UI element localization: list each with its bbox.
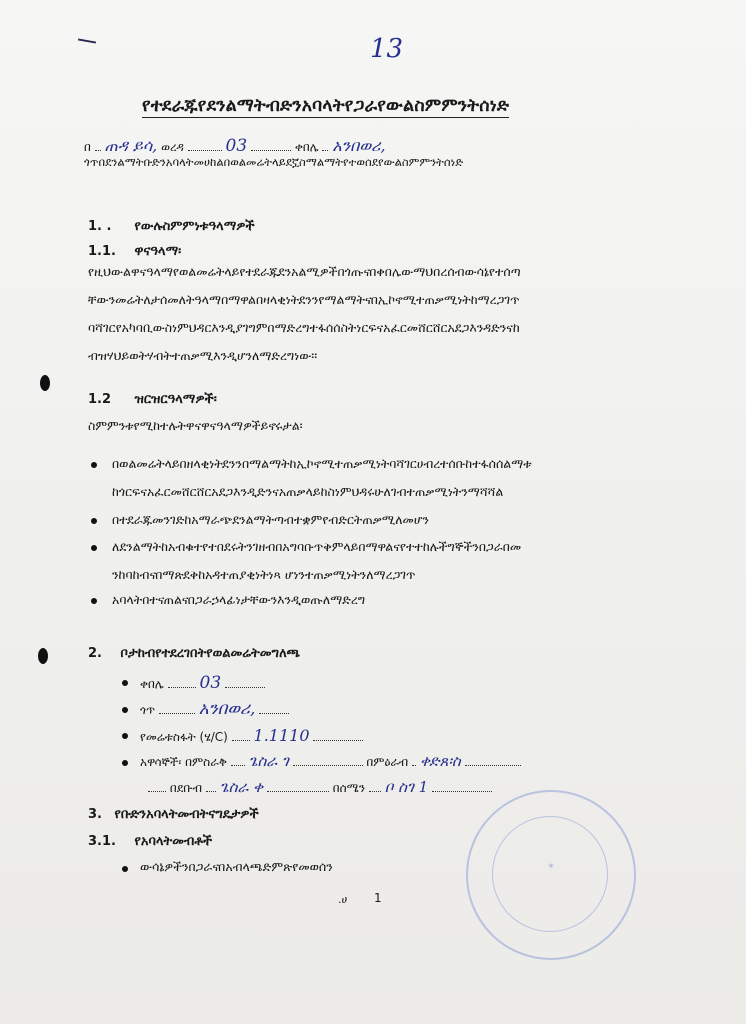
- field-label: የመሬቱስፋት (ሄ/C): [140, 730, 228, 744]
- woreda-label: ወረዳ: [161, 140, 184, 154]
- boundaries-east-west: [140, 752, 521, 770]
- bullet-line: በወልመሬትላይበዘላቂነትደንንበማልማትከኢኮኖሚተጠቃሚነትባሻገርሀብረተሰቡከተፋሰሰልማቱ: [112, 456, 532, 471]
- section2-title: ቦታከብየተደረገበትየወልመሬትመግለጫ: [120, 646, 301, 661]
- footer-mark: .ሀ: [338, 893, 348, 906]
- paragraph-line: ቸውንመሬትለታሰመለትዓላማበማዋልበዛላቂነትደንንየማልማትናበኢኮኖሚተጠቃሚነትከማረጋገጥ: [88, 292, 520, 307]
- south-value: ጌስራ ቀ: [219, 778, 264, 796]
- bullet-dot: [91, 518, 97, 524]
- section3-heading: [88, 807, 259, 822]
- west-label: በምዕራብ: [366, 755, 409, 769]
- section3-title: የቡድንአባላትመብትናግዴታዎች: [114, 807, 259, 822]
- official-stamp: [466, 790, 636, 960]
- bullet-line: ንከባከብናበማጽደቅከአዳተጠያቂነትነጻ ሆነንተጠቃሚነትንለማረጋገጥ: [112, 567, 416, 582]
- kebele-label: ቀበሌ: [294, 140, 319, 154]
- west-value: ቀድጸ፡ስ: [419, 752, 461, 770]
- section3-1-number: 3.1.: [88, 834, 116, 849]
- document-title: የተደራጁየደንልማትብድንአባላትየጋራየውልስምምንትሰነድ: [142, 96, 510, 116]
- field-label: ቀበሌ: [140, 677, 164, 691]
- document-subtitle: ጎጥበደንልማትቡድንአባላትመሀከልበወልመሬትላይደኟስማልማትየተወሰደየውልስምምንትሰነድ: [84, 155, 464, 169]
- section2-number: 2.: [88, 646, 102, 661]
- section1-2-number: 1.2: [88, 392, 112, 407]
- section3-number: 3.: [88, 807, 102, 822]
- woreda-number: 03: [225, 136, 248, 156]
- bullet-dot: [91, 462, 97, 468]
- field-value-handwritten: 1.1110: [253, 726, 310, 745]
- field-value-handwritten: አንበወሪ,: [198, 699, 256, 719]
- paragraph-line: ባሻገርየአካባቢውስነምህዳርእንዲያገግምበማድረግተፋሰሰስትነርፍናአፈርመሸርሸርአደጋእንዳድንናከ: [88, 320, 520, 335]
- bullet-line: ለደንልማትከአብቁተየተበደሩትንገዘብበአግባቡጥቅምላይበማዋልናየተተከሉችግኞችንበጋራበመ: [112, 539, 522, 554]
- section3-1-title: የአባላትመብቶች: [134, 834, 213, 849]
- section1-1-heading: [88, 244, 181, 259]
- section2-heading: [88, 646, 300, 661]
- boundaries-label: አዋሳኞች፡: [140, 755, 182, 769]
- north-label: በሰሜን: [332, 781, 366, 795]
- section1-1-number: 1.1.: [88, 244, 116, 259]
- section1-number: 1. .: [88, 219, 112, 234]
- objective-bullet-4: አባላትበተናጠልናበጋራኃላፊነታቸውንእንዲወጡለማድረግ: [112, 592, 366, 607]
- kebele-handwritten: አንበወሪ,: [332, 136, 386, 155]
- boundaries-south-north: [148, 778, 492, 796]
- bullet-dot: [122, 680, 128, 686]
- east-label: በምስራቅ: [185, 755, 227, 769]
- area-field: [140, 726, 363, 745]
- stamp-text: ✶: [547, 862, 555, 872]
- pen-mark: [78, 38, 96, 43]
- section1-2-title: ዝርዝርዓላማዎች፡: [134, 392, 217, 407]
- woreda-handwritten: ጠዳ ይሳ,: [104, 136, 158, 155]
- punch-hole-bottom: [38, 648, 48, 664]
- objective-bullet-1: [112, 450, 532, 506]
- paragraph-line: የዚህውልዋናዓላማየወልመሬትላይየተደራጁደንአልሚዎችበጎጡናበቀበሌውማህበረሰብውሳኔየተሰጣ: [88, 264, 521, 279]
- got-field: [140, 699, 289, 719]
- bullet-dot: [91, 598, 97, 604]
- bullet-dot: [122, 866, 128, 872]
- bullet-dot: [91, 545, 97, 551]
- header-location-line: [84, 136, 386, 156]
- north-value: ቦ ስገ 1: [384, 778, 429, 796]
- bullet-dot: [122, 707, 128, 713]
- section3-1-heading: [88, 834, 212, 849]
- east-value: ጌስራ ገ: [248, 752, 289, 770]
- main-purpose-paragraph: [88, 258, 521, 370]
- objective-bullet-2: በተደራጁመንገድከአማራጭደንልማትጣብተቋምየብድርትጠቃሚለመሆን: [112, 512, 429, 527]
- bullet-line: ከጎርፍናአፈርመሸርሸርአደጋእንዲድንናአጠቃላይከስነምህዳሩሁለገብተጠቃሚነትንማሻሻል: [112, 484, 504, 499]
- bullet-dot: [122, 760, 128, 766]
- woreda-prefix: በ: [84, 140, 91, 154]
- objective-bullet-3: [112, 533, 521, 589]
- page-number: 1: [374, 891, 382, 905]
- south-label: በደቡብ: [169, 781, 203, 795]
- punch-hole-top: [40, 375, 50, 391]
- section1-2-heading: [88, 392, 217, 407]
- rights-bullet-1: ውሳኔዎችንበጋራናበአብላጫድምጽየመወሰን: [140, 859, 333, 874]
- handwritten-number: 13: [370, 34, 404, 64]
- section1-1-title: ዋናዓላማ፡: [134, 244, 182, 259]
- paragraph-line: ብዝሃህይወትሃብትተጠቃሚእንዲሆንለማድረግነው፡፡: [88, 348, 318, 363]
- section1-title: የውሉስምምነቱዓላማዎች: [134, 219, 255, 234]
- specific-objectives-intro: ስምምንቱየሚከተሉትዋናዋናዓላማዎችይኖሩታል፡: [88, 418, 303, 433]
- field-value-handwritten: 03: [199, 673, 222, 693]
- field-label: ጎጥ: [140, 703, 156, 717]
- kebele-field: [140, 673, 265, 693]
- section1-heading: [88, 219, 255, 234]
- bullet-dot: [122, 733, 128, 739]
